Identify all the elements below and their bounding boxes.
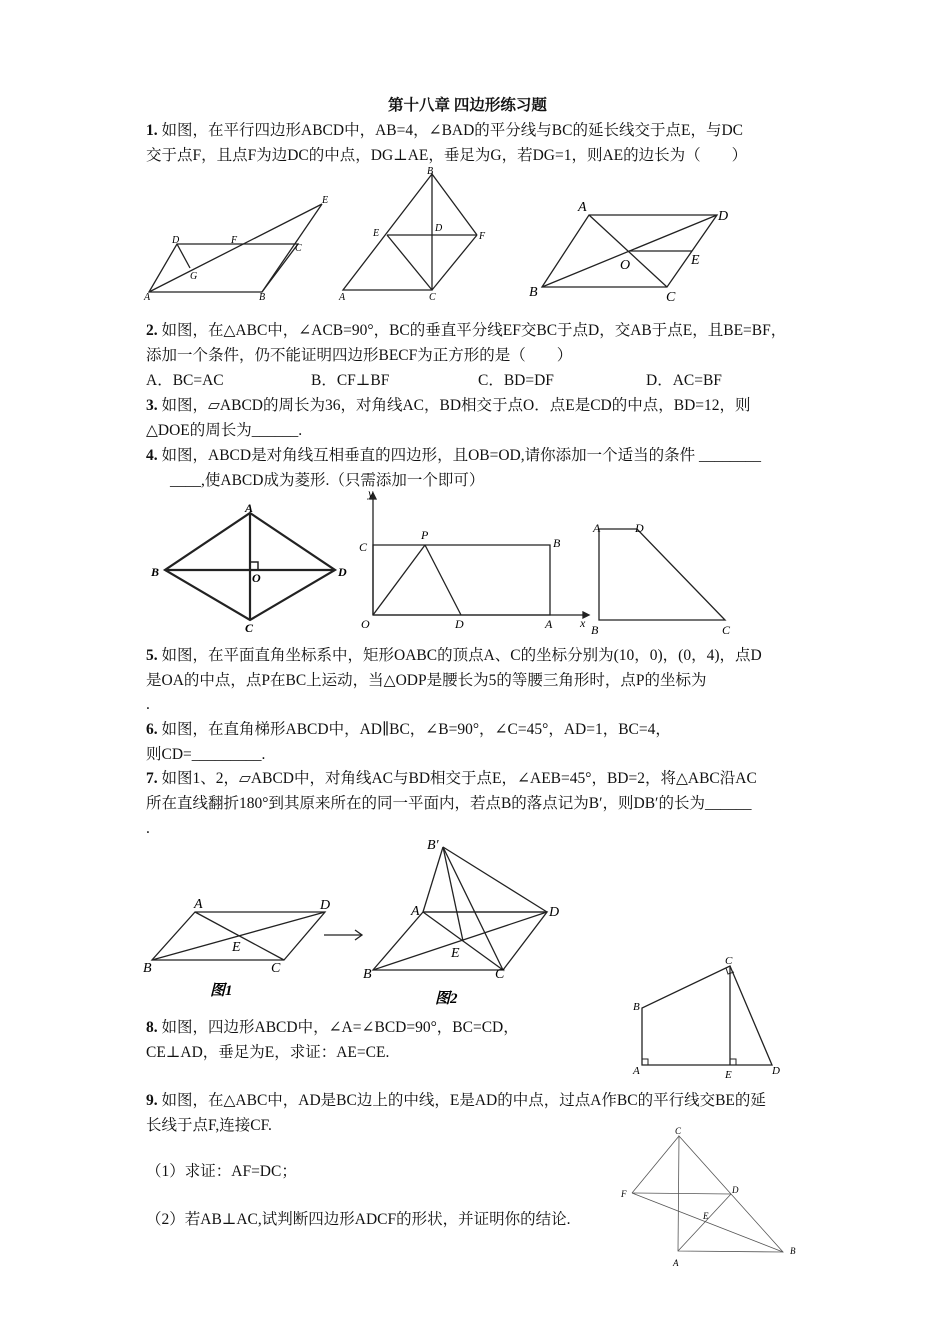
label-e: E (691, 253, 700, 268)
label-e: E (451, 946, 460, 961)
line-ec (387, 235, 432, 290)
label-f: F (479, 231, 486, 242)
q1-line1 (146, 123, 743, 139)
line-fc (432, 235, 477, 290)
label-b-prime: B′ (427, 838, 439, 853)
q5-figure-coordinate (355, 485, 595, 635)
label-p: P (421, 528, 429, 542)
label-c: C (722, 623, 731, 637)
line-dg (177, 244, 190, 268)
label-a: A (194, 897, 203, 912)
line-be (262, 204, 322, 292)
label-e: E (232, 940, 241, 955)
label-a: A (339, 292, 346, 303)
label-d: D (172, 235, 180, 246)
q8-number: 8. (146, 1019, 158, 1036)
fig2-caption: 图2 (435, 991, 458, 1007)
triangle-abc (343, 174, 432, 290)
q3-text1: 如图，▱ABCD的周长为36，对角线AC，BD相交于点O．点E是CD的中点，BD=12，则 (157, 397, 751, 414)
label-a: A (593, 521, 601, 535)
label-o: O (361, 617, 370, 631)
label-c: C (666, 290, 676, 305)
q2-text1: 如图，在△ABC中，∠ACB=90°，BC的垂直平分线EF交BC于点D，交AB于点E，且BE=BF， (157, 322, 787, 339)
q6-text1: 如图，在直角梯形ABCD中，AD∥BC，∠B=90°，∠C=45°，AD=1，BC=4， (157, 721, 671, 738)
q7-number: 7. (146, 770, 158, 787)
label-a: A (144, 292, 151, 303)
q9-part2: （2）若AB⊥AC,试判断四边形ADCF的形状，并证明你的结论. (146, 1211, 571, 1228)
label-o: O (620, 258, 631, 273)
q3-line2: △DOE的周长为______. (146, 422, 303, 439)
q3-line1 (146, 398, 751, 414)
q2-number: 2. (146, 322, 158, 339)
label-f: F (231, 235, 238, 246)
page-title: 第十八章 四边形练习题 (388, 97, 547, 114)
label-y: y (368, 486, 374, 500)
label-a: A (245, 501, 254, 515)
label-g: G (190, 271, 198, 282)
label-e: E (703, 1211, 709, 1221)
q9-text1: 如图，在△ABC中，AD是BC边上的中线，E是AD的中点，过点A作BC的平行线交BE的延 (157, 1092, 766, 1109)
q6-number: 6. (146, 721, 158, 738)
label-b: B (591, 623, 599, 637)
line-bpa (423, 847, 443, 912)
q9-part1: （1）求证：AF=DC； (146, 1163, 297, 1180)
q3-figure-parallelogram (525, 195, 745, 305)
q6-figure-trapezoid (585, 515, 745, 640)
q7-line2: 所在直线翻折180°到其原来所在的同一平面内，若点B的落点记为B′，则DB′的长为______ (146, 795, 752, 812)
q8-text1: 如图，四边形ABCD中，∠A=∠BCD=90°，BC=CD， (157, 1019, 519, 1036)
label-c: C (725, 955, 733, 967)
q2-option-d: D．AC=BF (646, 372, 722, 389)
q5-text1: 如图，在平面直角坐标系中，矩形OABC的顶点A、C的坐标分别为(10，0)，(0，4)，点D (157, 647, 762, 664)
label-b: B (633, 1001, 640, 1013)
label-a: A (673, 1258, 679, 1268)
label-b: B (553, 536, 561, 550)
q9-number: 9. (146, 1092, 158, 1109)
quadrilateral-abcd (642, 966, 772, 1065)
label-d: D (635, 521, 644, 535)
label-c: C (429, 292, 436, 303)
q7-figure-2 (355, 835, 575, 1010)
q4-figure-rhombus (145, 500, 360, 635)
line-fb (632, 1193, 783, 1252)
right-angle-e (730, 1059, 736, 1065)
label-a: A (411, 904, 420, 919)
label-d: D (549, 905, 560, 920)
line-ad (678, 1194, 731, 1251)
q1-line2: 交于点F，且点F为边DC的中点，DG⊥AE，垂足为G，若DG=1，则AE的边长为（ ） (146, 147, 748, 164)
label-c: C (359, 540, 368, 554)
line-pd (425, 545, 461, 615)
q2-option-a: A．BC=AC (146, 372, 224, 389)
q4-line1 (146, 448, 761, 464)
label-d: D (455, 617, 464, 631)
label-e: E (322, 195, 329, 206)
label-a: A (633, 1065, 640, 1077)
label-c: C (675, 1126, 682, 1136)
label-b: B (151, 565, 160, 579)
q8-line2: CE⊥AD，垂足为E，求证：AE=CE. (146, 1044, 390, 1061)
label-d: D (435, 223, 443, 234)
line-op (373, 545, 425, 615)
label-b: B (427, 166, 434, 177)
q2-figure-triangle (335, 165, 495, 305)
q1-number: 1. (146, 122, 158, 139)
label-d: D (718, 209, 729, 224)
diagonal-bd (373, 912, 547, 970)
fig1-caption: 图1 (210, 983, 233, 999)
label-c: C (271, 961, 281, 976)
trapezoid-abcd (599, 529, 725, 620)
label-x: x (580, 616, 586, 630)
q7-line1 (146, 771, 757, 787)
right-angle-mark (250, 562, 258, 570)
q9-line1 (146, 1093, 766, 1109)
label-o: O (252, 571, 261, 585)
label-b: B (363, 967, 372, 982)
q2-option-b: B．CF⊥BF (311, 372, 390, 389)
line-fc (632, 1136, 679, 1193)
label-c: C (245, 621, 254, 635)
label-e: E (373, 228, 380, 239)
label-c: C (295, 243, 302, 254)
q5-line1 (146, 648, 762, 664)
parallelogram-abcd (149, 244, 298, 292)
q8-line1 (146, 1020, 519, 1036)
q1-text1: 如图，在平行四边形ABCD中，AB=4，∠BAD的平分线与BC的延长线交于点E，与DC (157, 122, 743, 139)
label-b: B (259, 292, 266, 303)
q5-number: 5. (146, 647, 158, 664)
q8-figure-quadrilateral (625, 950, 790, 1085)
q9-figure-triangle (615, 1120, 815, 1275)
q7-text1: 如图1、2，▱ABCD中，对角线AC与BD相交于点E，∠AEB=45°，BD=2，将△ABC沿AC (157, 770, 757, 787)
q4-line2: ____,使ABCD成为菱形.（只需添加一个即可） (170, 472, 485, 489)
q2-option-c: C．BD=DF (478, 372, 554, 389)
q7-figure-1 (140, 890, 350, 1005)
q3-number: 3. (146, 397, 158, 414)
label-d: D (320, 898, 331, 913)
q7-line3: . (146, 820, 150, 837)
right-angle-a (642, 1059, 648, 1065)
label-b: B (143, 961, 152, 976)
q2-line1 (146, 323, 786, 339)
label-b: B (790, 1246, 796, 1256)
q4-number: 4. (146, 447, 158, 464)
line-fd (632, 1193, 731, 1194)
q1-figure-parallelogram (140, 192, 340, 307)
line-bpe (443, 847, 463, 941)
label-b: B (529, 285, 538, 300)
q5-line2: 是OA的中点，点P在BC上运动，当△ODP是腰长为5的等腰三角形时，点P的坐标为 (146, 672, 707, 689)
label-c: C (495, 967, 505, 982)
q6-line1 (146, 722, 671, 738)
q5-line3: . (146, 696, 150, 713)
label-e: E (725, 1069, 732, 1081)
label-d: D (732, 1185, 739, 1195)
q6-line2: 则CD=_________. (146, 746, 266, 763)
q2-line2: 添加一个条件，仍不能证明四边形BECF为正方形的是（ ） (146, 347, 573, 364)
label-f: F (621, 1189, 627, 1199)
q9-line2: 长线于点F,连接CF. (146, 1117, 272, 1134)
q4-text1: 如图，ABCD是对角线互相垂直的四边形，且OB=OD,请你添加一个适当的条件 ________ (157, 447, 761, 464)
label-d: D (772, 1065, 780, 1077)
label-a: A (578, 200, 587, 215)
label-a: A (545, 617, 553, 631)
label-d: D (338, 565, 347, 579)
